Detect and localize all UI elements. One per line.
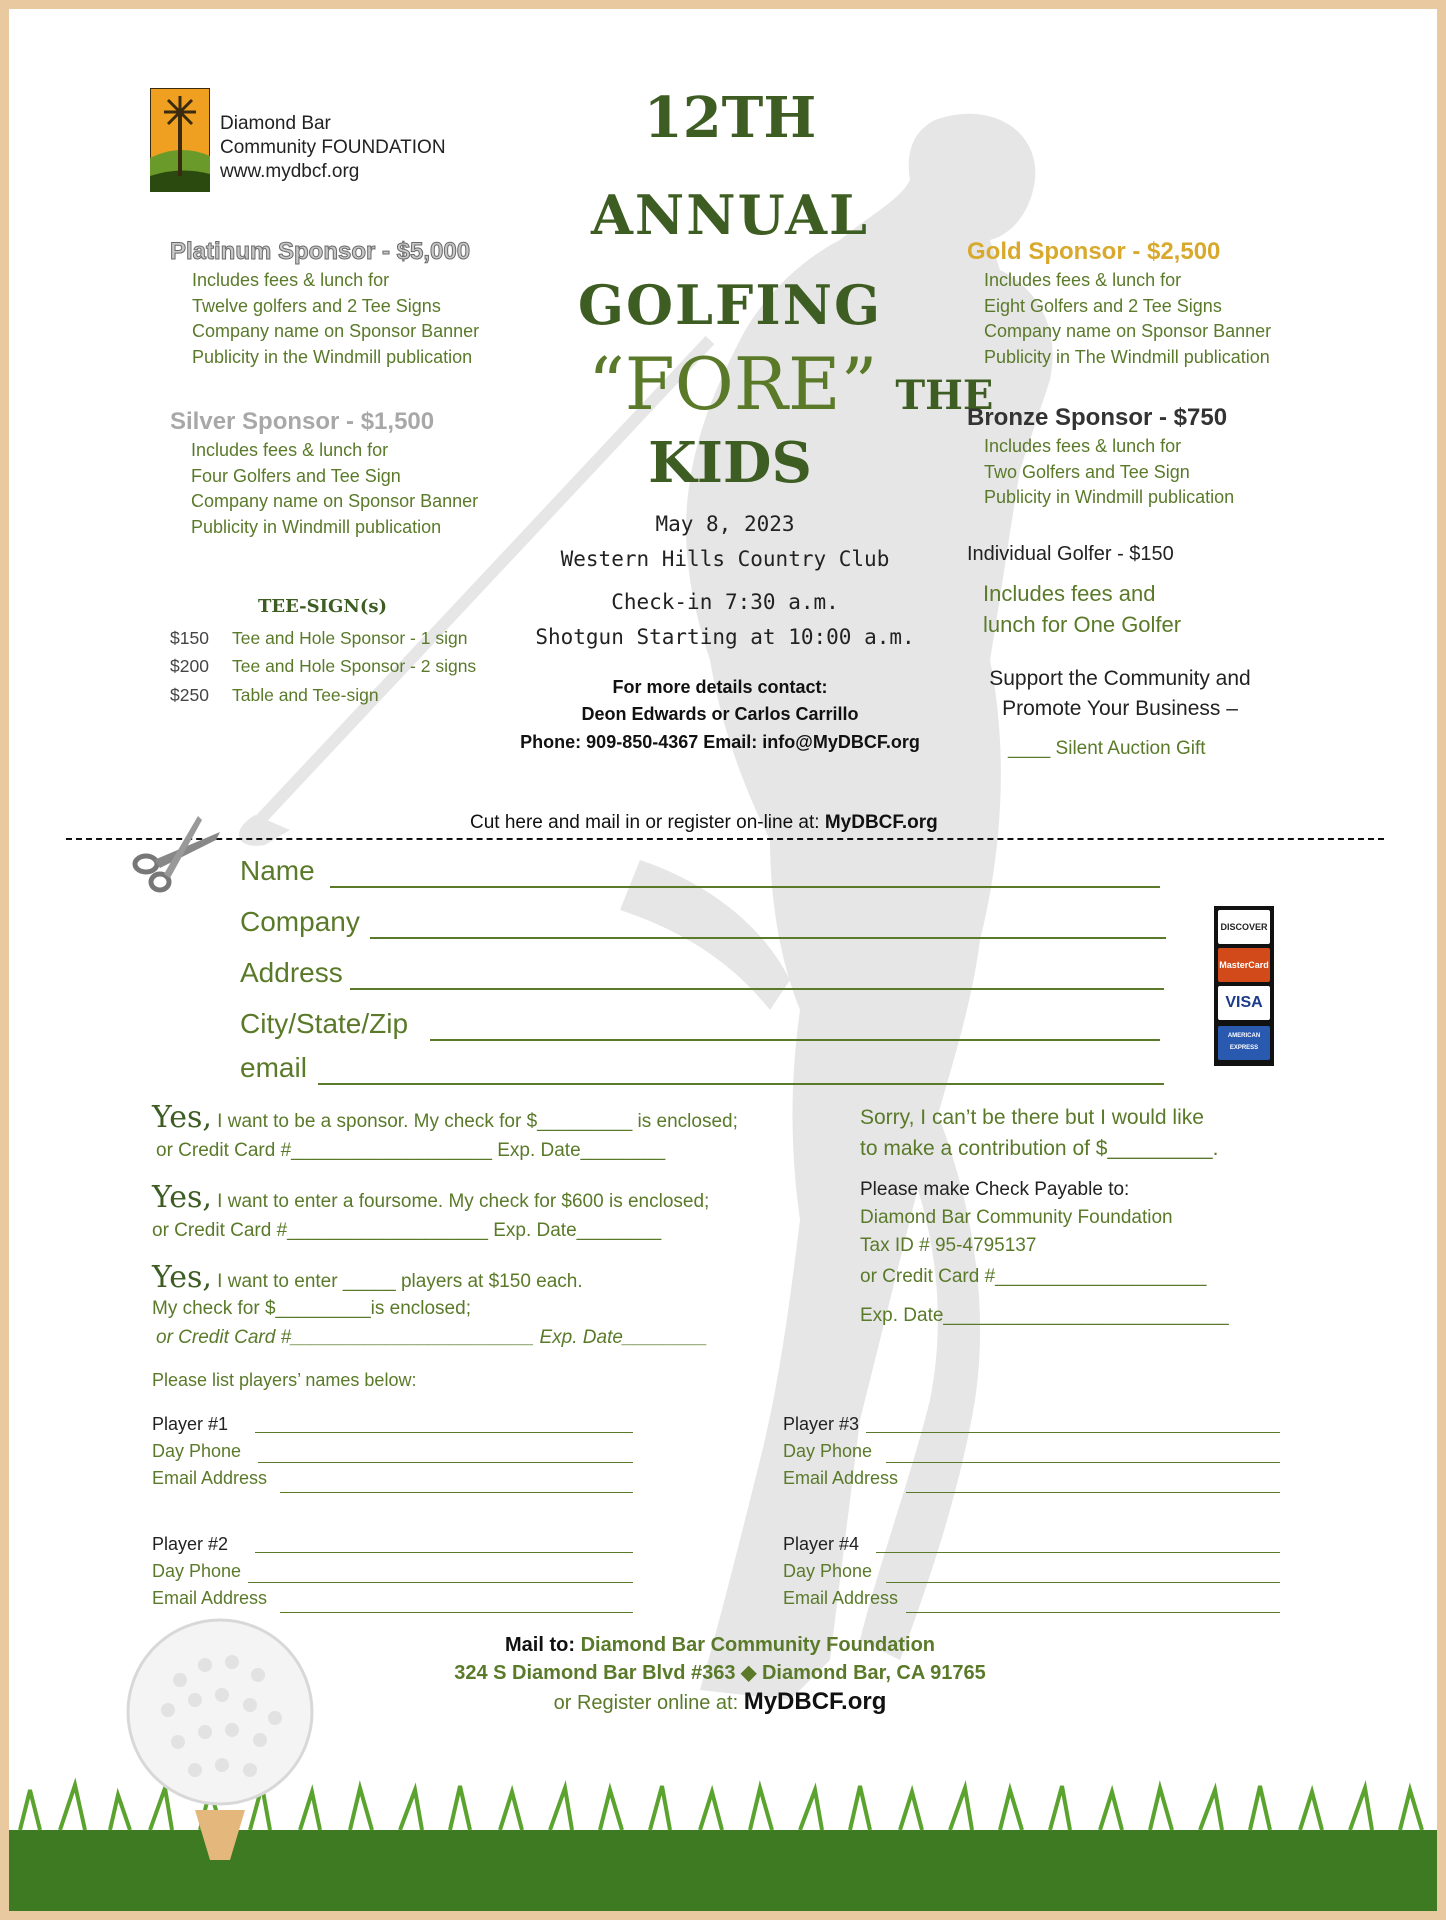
mail-to [360,1634,1080,1657]
player3-email-label: Email Address [783,1468,899,1488]
cut-text: Cut here and mail in or register on-line at: [470,812,820,833]
discover-card-icon: DISCOVER [1218,910,1270,944]
sorry-line2: to make a contribution of $_________. [860,1137,1219,1160]
name-label: Name [240,855,315,886]
contact-heading: For more details contact: [612,677,828,697]
title-kids: KIDS [648,430,812,496]
player3-name-line [866,1432,1280,1433]
player2-name-line [255,1552,633,1553]
event-title [560,85,900,350]
title-line3: GOLFING [577,273,883,337]
company-field[interactable] [240,906,360,938]
city-state-zip-field[interactable] [240,1008,408,1040]
register-site: MyDBCF.org [743,1688,887,1715]
title-fore: “FORE” [588,342,878,426]
player3-label: Player #3 [783,1414,860,1434]
address-label: Address [240,957,343,988]
tee-sign-desc: Table and Tee-sign [232,685,379,705]
player2-phone-line [248,1582,633,1583]
mastercard-icon: MasterCard [1218,948,1270,982]
org-name [220,112,446,184]
support-line2: Promote Your Business – [1002,697,1238,720]
players-heading: Please list players’ names below: [152,1370,417,1390]
title-line2: ANNUAL [591,183,869,247]
players-check[interactable]: My check for $_________is enclosed; [152,1298,471,1319]
email-line [318,1083,1164,1085]
individual-desc [983,578,1181,640]
yes-label: Yes, [152,1260,212,1295]
silent-auction: ____ Silent Auction Gift [1008,738,1206,759]
fore-line [588,342,993,426]
sponsor-credit-card[interactable]: or Credit Card #___________________ Exp. Date________ [156,1140,666,1161]
player3-email-line [906,1492,1280,1493]
platinum-title: Platinum Sponsor - $5,000 [170,238,471,265]
silver-line: Four Golfers and Tee Sign [191,465,401,486]
tee-sign-title: TEE-SIGN(s) [258,596,388,617]
event-date: May 8, 2023 [655,512,795,536]
tee-sign-row [170,628,467,649]
city-line [430,1039,1160,1041]
silver-line: Includes fees & lunch for [191,440,389,460]
player1-name-line [255,1432,633,1433]
sorry-line1: Sorry, I can’t be there but I would like [860,1106,1204,1129]
credit-cards [1214,906,1274,1066]
mail-address: 324 S Diamond Bar Blvd #363 ◆ Diamond Bar, CA 91765 [454,1662,986,1684]
gold-title: Gold Sponsor - $2,500 [967,238,1221,265]
players-option[interactable] [152,1260,583,1295]
platinum-line: Includes fees & lunch for [192,270,390,290]
event-shotgun: Shotgun Starting at 10:00 a.m. [535,625,915,649]
cut-line [66,838,1384,840]
tee-sign-row [170,685,379,706]
player1-phone-line [258,1462,633,1463]
player4-label: Player #4 [783,1534,860,1554]
player1-email-label: Email Address [152,1468,268,1488]
contact-phone-email: Phone: 909-850-4367 Email: info@MyDBCF.org [520,732,920,752]
support-line1: Support the Community and [989,667,1251,690]
org-name-line2: Community FOUNDATION [220,137,446,158]
tax-id: Tax ID # 95-4795137 [860,1235,1037,1256]
individual-line2: lunch for One Golfer [983,612,1182,637]
foursome-option[interactable] [152,1180,709,1215]
silver-sponsor [170,408,478,540]
support-block [960,664,1280,724]
individual-title: Individual Golfer - $150 [967,543,1174,565]
contribution-exp-date[interactable]: Exp. Date___________________________ [860,1305,1229,1326]
cut-instruction [470,812,938,834]
visa-card-icon: VISA [1218,986,1270,1020]
sponsor-text: I want to be a sponsor. My check for $_________ is enclosed; [211,1111,738,1132]
org-name-line1: Diamond Bar [220,113,331,134]
player4-phone-line [886,1582,1280,1583]
bronze-line: Two Golfers and Tee Sign [984,461,1190,482]
player2-label: Player #2 [152,1534,229,1554]
player-4[interactable] [783,1534,898,1609]
event-venue: Western Hills Country Club [560,547,890,571]
player-2[interactable] [152,1534,267,1609]
player-3[interactable] [783,1414,898,1489]
title-the: THE [895,372,994,419]
player4-email-label: Email Address [783,1588,899,1608]
amex-card-icon: AMERICAN EXPRESS [1218,1026,1270,1060]
address-field[interactable] [240,957,343,989]
address-line [350,988,1164,990]
player2-phone-label: Day Phone [152,1561,242,1581]
bronze-line: Publicity in Windmill publication [984,487,1235,507]
tee-sign-row [170,656,476,677]
contact-names: Deon Edwards or Carlos Carrillo [581,704,859,724]
player4-name-line [876,1552,1280,1553]
gold-line: Company name on Sponsor Banner [984,321,1272,341]
platinum-line: Company name on Sponsor Banner [192,321,480,341]
mail-label: Mail to: [505,1634,575,1656]
player2-email-label: Email Address [152,1588,268,1608]
player3-phone-line [886,1462,1280,1463]
email-label: email [240,1052,307,1083]
company-label: Company [240,906,360,937]
title-line1: 12TH [643,85,817,151]
gold-line: Includes fees & lunch for [984,270,1182,290]
mail-org: Diamond Bar Community Foundation [580,1634,935,1656]
platinum-line: Publicity in the Windmill publication [192,346,473,367]
org-website: www.mydbcf.org [220,161,360,182]
platinum-line: Twelve golfers and 2 Tee Signs [192,295,441,316]
gold-line: Eight Golfers and 2 Tee Signs [984,295,1222,316]
gold-sponsor [967,238,1271,370]
silver-line: Company name on Sponsor Banner [191,491,479,511]
platinum-sponsor [170,238,479,370]
payable-block [860,1176,1173,1260]
contribution-block[interactable] [860,1102,1218,1164]
tee-sign-price: $150 [170,628,209,648]
tee-sign-price: $200 [170,656,209,676]
tee-sign-desc: Tee and Hole Sponsor - 1 sign [232,628,468,648]
individual-line1: Includes fees and [983,581,1156,606]
tee-sign-desc: Tee and Hole Sponsor - 2 signs [232,656,477,676]
foursome-credit-card[interactable]: or Credit Card #___________________ Exp. Date________ [152,1220,662,1241]
players-credit-card[interactable]: or Credit Card #_______________________ Exp. Date________ [156,1327,708,1348]
email-field[interactable] [240,1052,307,1084]
player2-email-line [280,1612,633,1613]
player4-phone-label: Day Phone [783,1561,873,1581]
register-label: or Register online at: [553,1692,739,1714]
company-line [370,937,1166,939]
player1-phone-label: Day Phone [152,1441,242,1461]
bronze-title: Bronze Sponsor - $750 [967,404,1228,431]
bronze-line: Includes fees & lunch for [984,436,1182,456]
name-line [330,886,1160,888]
silver-line: Publicity in Windmill publication [191,516,442,537]
payable-name: Diamond Bar Community Foundation [860,1207,1173,1228]
tee-sign-price: $250 [170,685,209,705]
yes-label: Yes, [152,1180,212,1215]
register-online[interactable] [360,1688,1080,1716]
foursome-text: I want to enter a foursome. My check for $600 is enclosed; [211,1191,710,1212]
contribution-credit-card[interactable]: or Credit Card #____________________ [860,1266,1207,1287]
scissors-icon [128,812,224,896]
player3-phone-label: Day Phone [783,1441,873,1461]
yes-label: Yes, [152,1100,212,1135]
name-field[interactable] [240,855,315,887]
player4-email-line [906,1612,1280,1613]
player-1[interactable] [152,1414,267,1489]
players-text: I want to enter _____ players at $150 each. [211,1271,583,1292]
silver-title: Silver Sponsor - $1,500 [170,408,435,435]
sponsor-option[interactable] [152,1100,738,1135]
cut-site: MyDBCF.org [824,812,938,833]
gold-line: Publicity in The Windmill publication [984,346,1270,367]
windmill-logo-icon [150,88,210,192]
bronze-sponsor [967,404,1234,511]
player1-label: Player #1 [152,1414,229,1434]
player1-email-line [280,1492,633,1493]
city-label: City/State/Zip [240,1008,409,1039]
event-checkin: Check-in 7:30 a.m. [611,590,839,614]
payable-heading: Please make Check Payable to: [860,1179,1130,1200]
